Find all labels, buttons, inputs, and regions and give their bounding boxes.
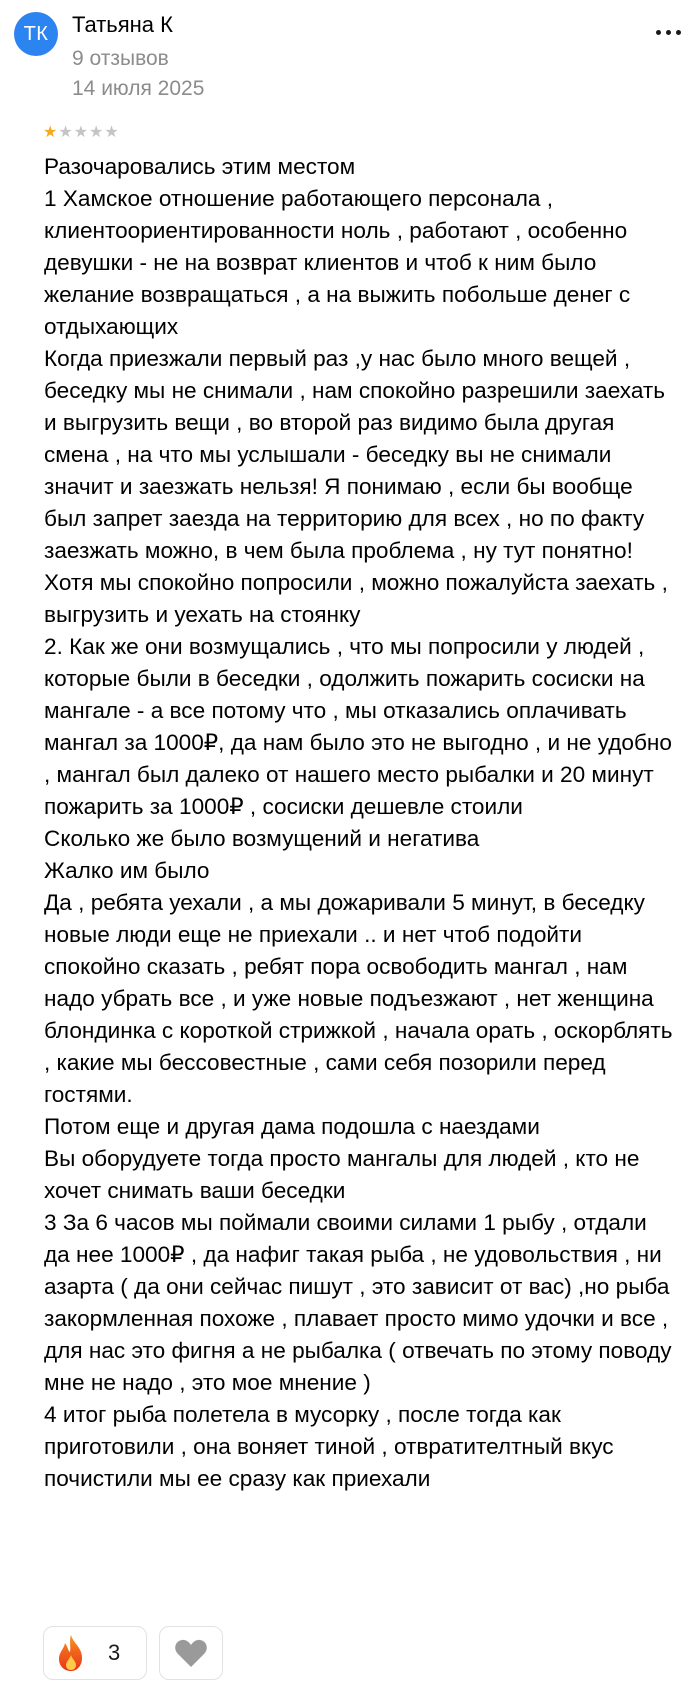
fire-reaction-count: 3 bbox=[108, 1640, 121, 1665]
review-paragraph: 4 итог рыба полетела в мусорку , после тогда как приготовили , она воняет тиной , отвратителтный вкус почистили мы ее сразу как приехали bbox=[44, 1402, 614, 1491]
dot-icon bbox=[666, 30, 671, 35]
heart-icon bbox=[174, 1638, 208, 1668]
review-paragraph: 2. Как же они возмущались , что мы попросили у людей , которые были в беседки , одолжить пожарить сосиски на мангале - а все потому что , мы отказались оплачивать мангал за 1000₽, да нам было это не выгодно , и не удобно , мангал был далеко от нашего место рыбалки и 20 минут пожарить за 1000₽ , сосиски дешевле стоили bbox=[44, 634, 672, 819]
star-empty-icon: ★ bbox=[104, 124, 119, 141]
review-paragraph: Жалко им было bbox=[44, 858, 210, 883]
review-paragraph: Когда приезжали первый раз ,у нас было много вещей , беседку мы не снимали , нам спокойно разрешили заехать и выгрузить вещи , во второй раз видимо была другая смена , на что мы услышали - беседку вы не снимали значит и заезжать нельзя! Я понимаю , если бы вообще был запрет заезда на территорию для всех , но по факту заезжать можно, в чем была проблема , ну тут понятно! bbox=[44, 346, 666, 563]
review-paragraph: Хотя мы спокойно попросили , можно пожалуйста заехать , выгрузить и уехать на стоянку bbox=[44, 570, 668, 627]
dot-icon bbox=[656, 30, 661, 35]
star-empty-icon: ★ bbox=[73, 124, 89, 141]
more-options-button[interactable] bbox=[650, 18, 686, 46]
review-header bbox=[14, 12, 686, 112]
author-reviews-count: 9 отзывов bbox=[72, 47, 169, 70]
like-button[interactable] bbox=[159, 1626, 223, 1680]
fire-reaction-button[interactable] bbox=[43, 1626, 147, 1680]
star-empty-icon: ★ bbox=[89, 124, 104, 141]
fire-icon bbox=[54, 1633, 88, 1673]
review-paragraph: Вы оборудуете тогда просто мангалы для людей , кто не хочет снимать ваши беседки bbox=[44, 1146, 640, 1203]
review-paragraph: Да , ребята уехали , а мы дожаривали 5 минут, в беседку новые люди еще не приехали .. и нет чтоб подойти спокойно сказать , ребят пора освободить мангал , нам надо убрать все , и уже новые подъезжают , нет женщина блондинка с короткой стрижкой , начала орать , оскорблять , какие мы бессовестные , сами себя позорили перед гостями. bbox=[44, 890, 673, 1107]
review-paragraph: Разочаровались этим местом bbox=[44, 154, 356, 179]
review-paragraph: Потом еще и другая дама подошла с наездами bbox=[44, 1114, 540, 1139]
review-text bbox=[44, 151, 674, 1495]
star-filled-icon: ★ bbox=[43, 124, 58, 141]
review-paragraph: 1 Хамское отношение работающего персонала , клиентоориентированности ноль , работают , особенно девушки - не на возврат клиентов и чтоб к ним было желание возвращаться , а на выжить побольше денег с отдыхающих bbox=[44, 186, 631, 339]
review-paragraph: Сколько же было возмущений и негатива bbox=[44, 826, 480, 851]
avatar[interactable]: ТК bbox=[14, 12, 58, 56]
reactions-bar bbox=[43, 1626, 223, 1680]
dot-icon bbox=[676, 30, 681, 35]
review-date: 14 июля 2025 bbox=[72, 77, 205, 100]
star-empty-icon: ★ bbox=[58, 124, 73, 141]
author-name[interactable]: Татьяна К bbox=[72, 12, 173, 37]
rating-stars bbox=[43, 125, 119, 141]
review-paragraph: 3 За 6 часов мы поймали своими силами 1 рыбу , отдали да нее 1000₽ , да нафиг такая рыба , не удовольствия , ни азарта ( да они сейчас пишут , это зависит от вас) ,но рыба закормленная похоже , плавает просто мимо удочки и все , для нас это фигня а не рыбалка ( отвечать по этому поводу мне не надо , это мое мнение ) bbox=[44, 1210, 672, 1395]
